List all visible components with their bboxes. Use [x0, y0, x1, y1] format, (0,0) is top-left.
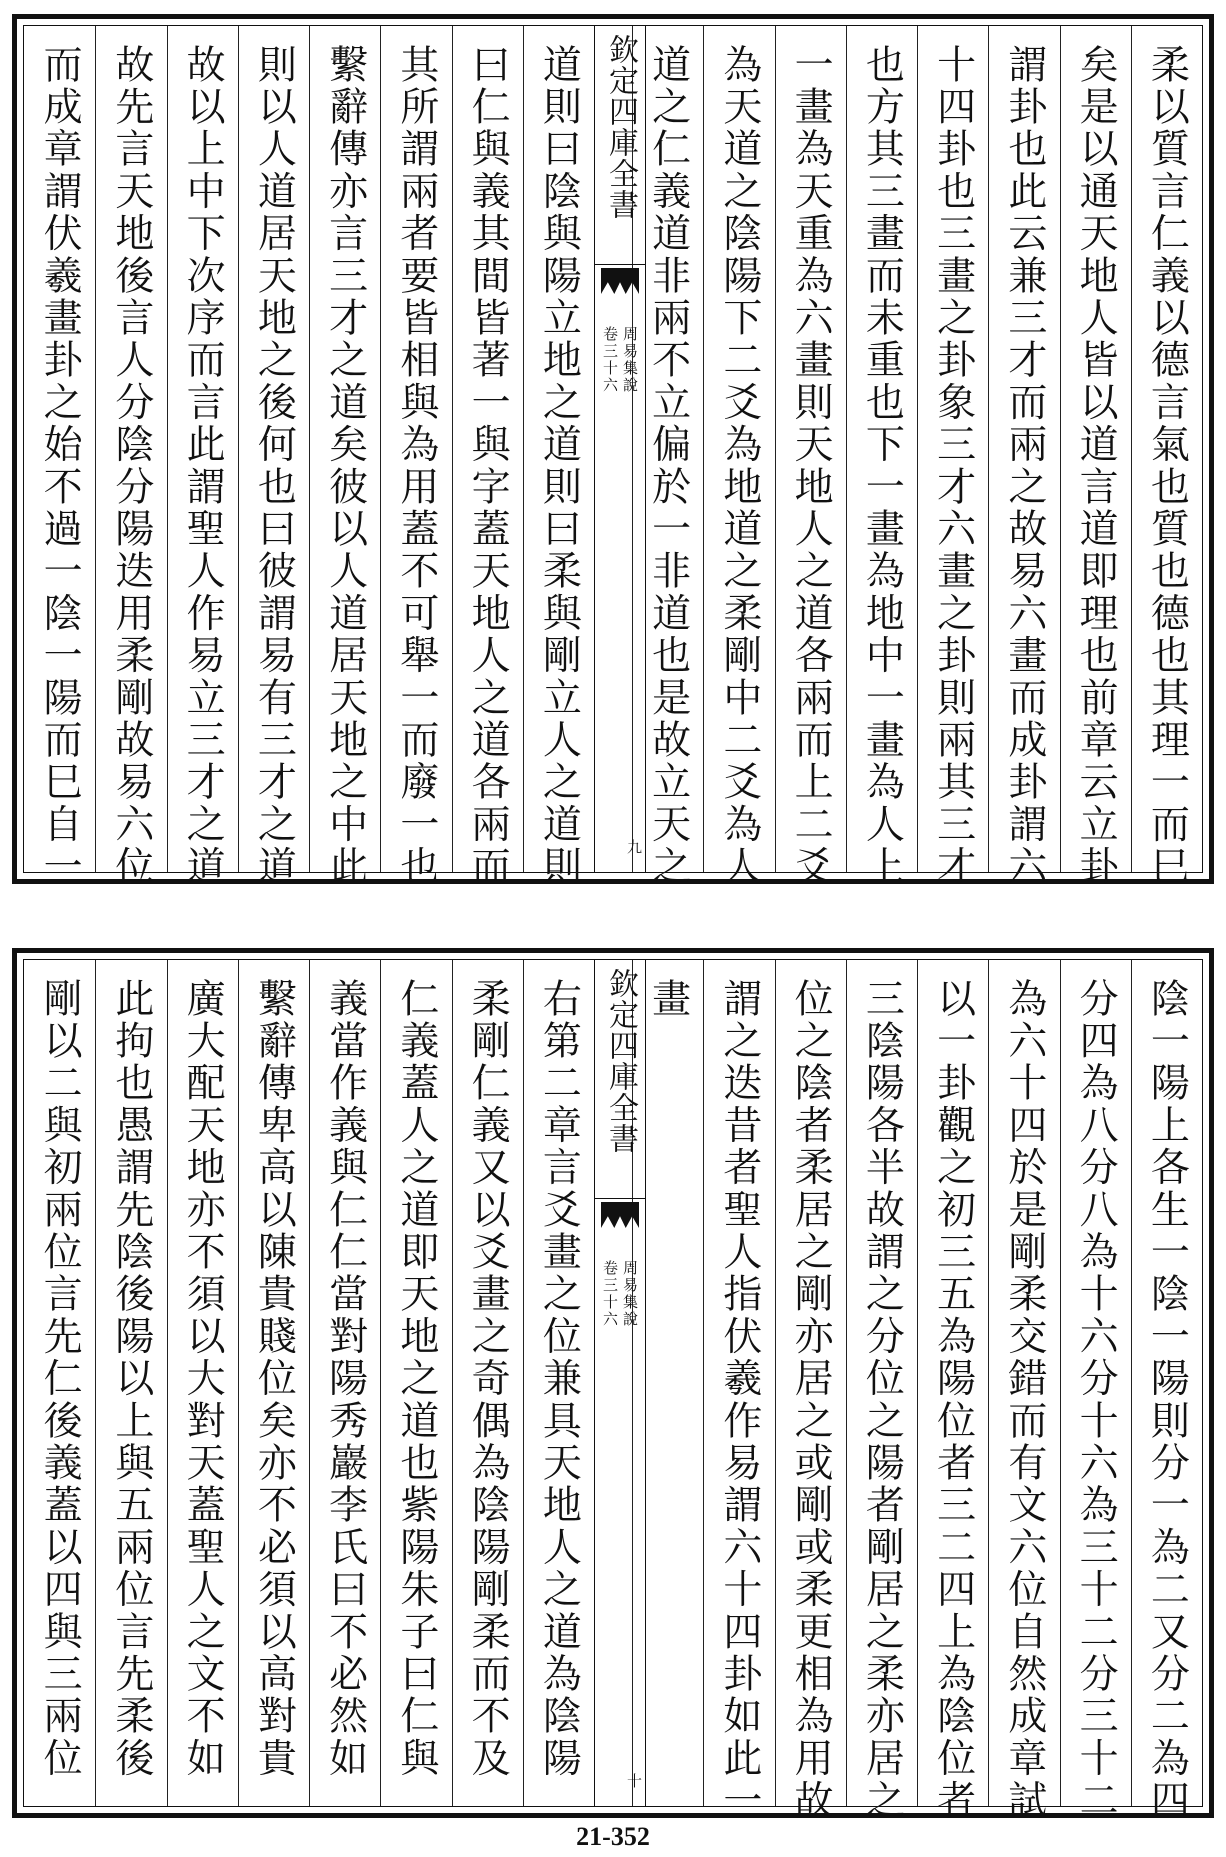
text-column: 繫辭傳卑高以陳貴賤位矣亦不必須以高對貴 — [238, 960, 309, 1806]
text-column: 為天道之陰陽下二爻為地道之柔剛中二爻為人 — [703, 26, 774, 872]
fish-tail-mark — [601, 1202, 639, 1228]
text-column: 矣是以通天地人皆以道言道即理也前章云立卦 — [1060, 26, 1131, 872]
text-column: 為六十四於是剛柔交錯而有文六位自然成章試 — [988, 960, 1059, 1806]
text-column: 而成章謂伏羲畫卦之始不過一陰一陽而巳自一 — [37, 44, 83, 888]
text-column: 分四為八分八為十六分十六為三十二分三十二 — [1060, 960, 1131, 1806]
text-column: 也方其三畫而未重也下一畫為地中一畫為人上 — [846, 26, 917, 872]
text-column: 柔以質言仁義以德言氣也質也德也其理一而巳 — [1131, 26, 1202, 872]
top-right-half — [632, 26, 1202, 888]
text-column: 一畫為天重為六畫則天地人之道各兩而上二爻 — [775, 26, 846, 872]
volume-label: 卷三十六 — [601, 326, 619, 394]
folio-number: 九 — [625, 839, 643, 854]
text-column: 道之仁義道非兩不立偏於一非道也是故立天之 — [632, 26, 703, 872]
top-left-half — [24, 26, 594, 888]
text-column: 義當作義與仁仁當對陽秀巖李氏曰不必然如 — [309, 960, 380, 1806]
bottom-left-half — [24, 960, 594, 1806]
text-column: 則以人道居天地之後何也曰彼謂易有三才之道 — [238, 26, 309, 872]
text-column: 故以上中下次序而言此謂聖人作易立三才之道 — [167, 26, 238, 872]
text-column: 右第二章言爻畫之位兼具天地人之道為陰陽 — [523, 960, 594, 1806]
text-column: 剛以二與初兩位言先仁後義蓋以四與三兩位 — [37, 978, 83, 1780]
text-column: 此拘也愚謂先陰後陽以上與五兩位言先柔後 — [95, 960, 166, 1806]
center-fold — [594, 26, 646, 872]
top-page-frame — [23, 25, 1203, 888]
center-subtitle — [595, 326, 645, 394]
center-title: 欽定四庫全書 — [595, 34, 645, 265]
center-subtitle — [595, 1260, 645, 1328]
text-column: 位之陰者柔居之剛亦居之或剛或柔更相為用故 — [775, 960, 846, 1806]
text-column: 陰一陽上各生一陰一陽則分一為二又分二為四 — [1131, 960, 1202, 1806]
bottom-right-half — [632, 960, 1202, 1822]
text-column: 道則曰陰與陽立地之道則曰柔與剛立人之道則 — [523, 26, 594, 872]
text-column: 其所謂兩者要皆相與為用蓋不可舉一而廢一也 — [380, 26, 451, 872]
folio-number: 十 — [625, 1773, 643, 1788]
bottom-page-frame — [23, 959, 1203, 1822]
text-column: 謂卦也此云兼三才而兩之故易六畫而成卦謂六 — [988, 26, 1059, 872]
text-column: 曰仁與義其間皆著一與字蓋天地人之道各兩而 — [452, 26, 523, 872]
volume-label: 卷三十六 — [601, 1260, 619, 1328]
top-page — [12, 14, 1214, 888]
text-column: 故先言天地後言人分陰分陽迭用柔剛故易六位 — [95, 26, 166, 872]
text-column: 繫辭傳亦言三才之道矣彼以人道居天地之中此 — [309, 26, 380, 872]
page-footer-number: 21-352 — [576, 1822, 650, 1851]
text-column: 畫 — [632, 960, 703, 1806]
center-fold — [594, 960, 646, 1806]
center-title: 欽定四庫全書 — [595, 968, 645, 1199]
bottom-page — [12, 948, 1214, 1822]
text-column: 仁義蓋人之道即天地之道也紫陽朱子曰仁與 — [380, 960, 451, 1806]
text-column: 柔剛仁義又以爻畫之奇偶為陰陽剛柔而不及 — [452, 960, 523, 1806]
text-column: 以一卦觀之初三五為陽位者三二四上為陰位者 — [917, 960, 988, 1806]
fish-tail-mark — [601, 268, 639, 294]
text-column: 三陰陽各半故謂之分位之陽者剛居之柔亦居之 — [846, 960, 917, 1806]
text-column: 謂之迭昔者聖人指伏羲作易謂六十四卦如此一 — [703, 960, 774, 1806]
book-title: 周易集說 — [621, 326, 639, 394]
book-title: 周易集說 — [621, 1260, 639, 1328]
text-column: 廣大配天地亦不須以大對天蓋聖人之文不如 — [167, 960, 238, 1806]
text-column: 十四卦也三畫之卦象三才六畫之卦則兩其三才 — [917, 26, 988, 872]
